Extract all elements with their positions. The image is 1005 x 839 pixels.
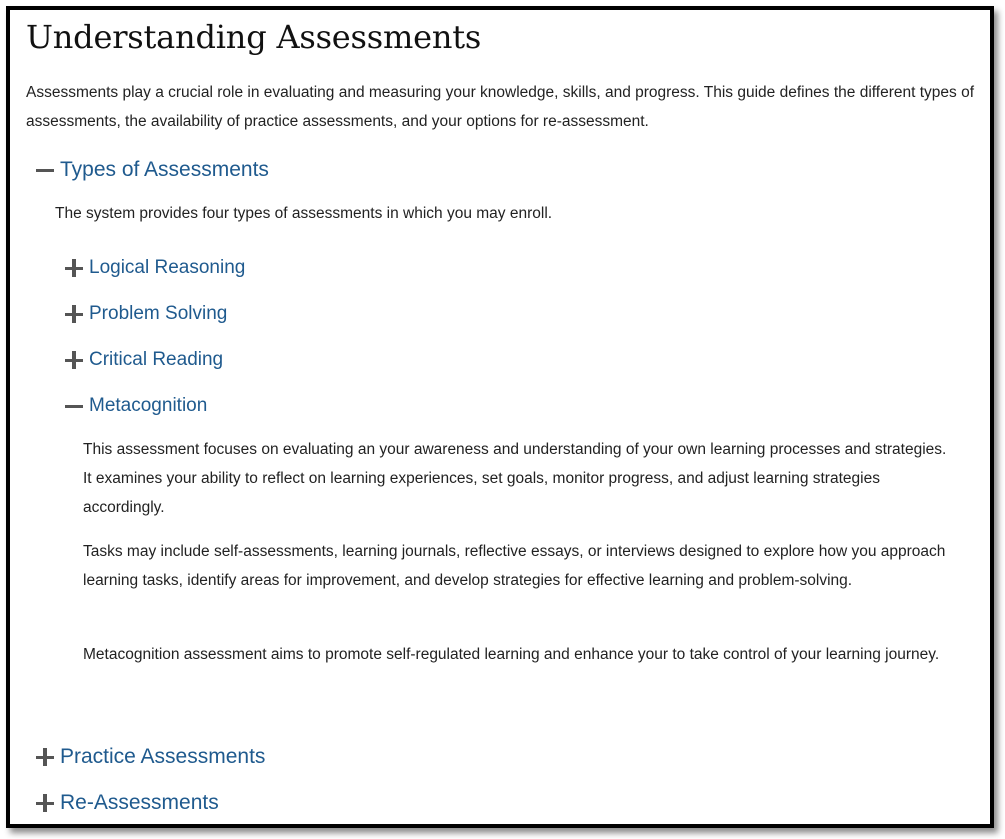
practice-assessments-toggle[interactable] [36, 745, 265, 769]
re-assessments-label: Re-Assessments [60, 791, 219, 814]
minus-icon [36, 161, 54, 179]
types-of-assessments-label: Types of Assessments [60, 158, 269, 181]
problem-solving-toggle[interactable] [65, 303, 227, 325]
metacognition-paragraph: This assessment focuses on evaluating an your awareness and understanding of your own learning processes and strategies. It examines your ability to reflect on learning experiences, set goals, monitor progress, and adjust learning strategies accordingly. [83, 441, 947, 516]
types-of-assessments-toggle[interactable] [36, 158, 269, 182]
logical-reasoning-toggle[interactable] [65, 257, 245, 279]
practice-assessments-label: Practice Assessments [60, 745, 266, 768]
plus-icon [36, 794, 54, 812]
critical-reading-toggle[interactable] [65, 349, 223, 371]
plus-icon [65, 351, 83, 369]
logical-reasoning-label: Logical Reasoning [89, 257, 246, 278]
intro-text: Assessments play a crucial role in evaluating and measuring your knowledge, skills, and progress. This guide defines the different types of assessments, the availability of practice assessments, and your options for re-assessment. [26, 84, 975, 130]
metacognition-toggle[interactable] [65, 395, 207, 417]
plus-icon [36, 748, 54, 766]
page-title: Understanding Assessments [26, 18, 482, 56]
metacognition-label: Metacognition [89, 395, 208, 416]
re-assessments-toggle[interactable] [36, 791, 219, 815]
plus-icon [65, 259, 83, 277]
content-panel [6, 6, 994, 828]
problem-solving-label: Problem Solving [89, 303, 228, 324]
minus-icon [65, 397, 83, 415]
types-description: The system provides four types of assessments in which you may enroll. [55, 205, 553, 222]
critical-reading-label: Critical Reading [89, 349, 224, 370]
metacognition-paragraph: Metacognition assessment aims to promote self-regulated learning and enhance your to take control of your learning journey. [83, 646, 940, 663]
plus-icon [65, 305, 83, 323]
metacognition-paragraph: Tasks may include self-assessments, learning journals, reflective essays, or interviews designed to explore how you approach learning tasks, identify areas for improvement, and develop strategies for effective learning and problem-solving. [83, 543, 946, 589]
